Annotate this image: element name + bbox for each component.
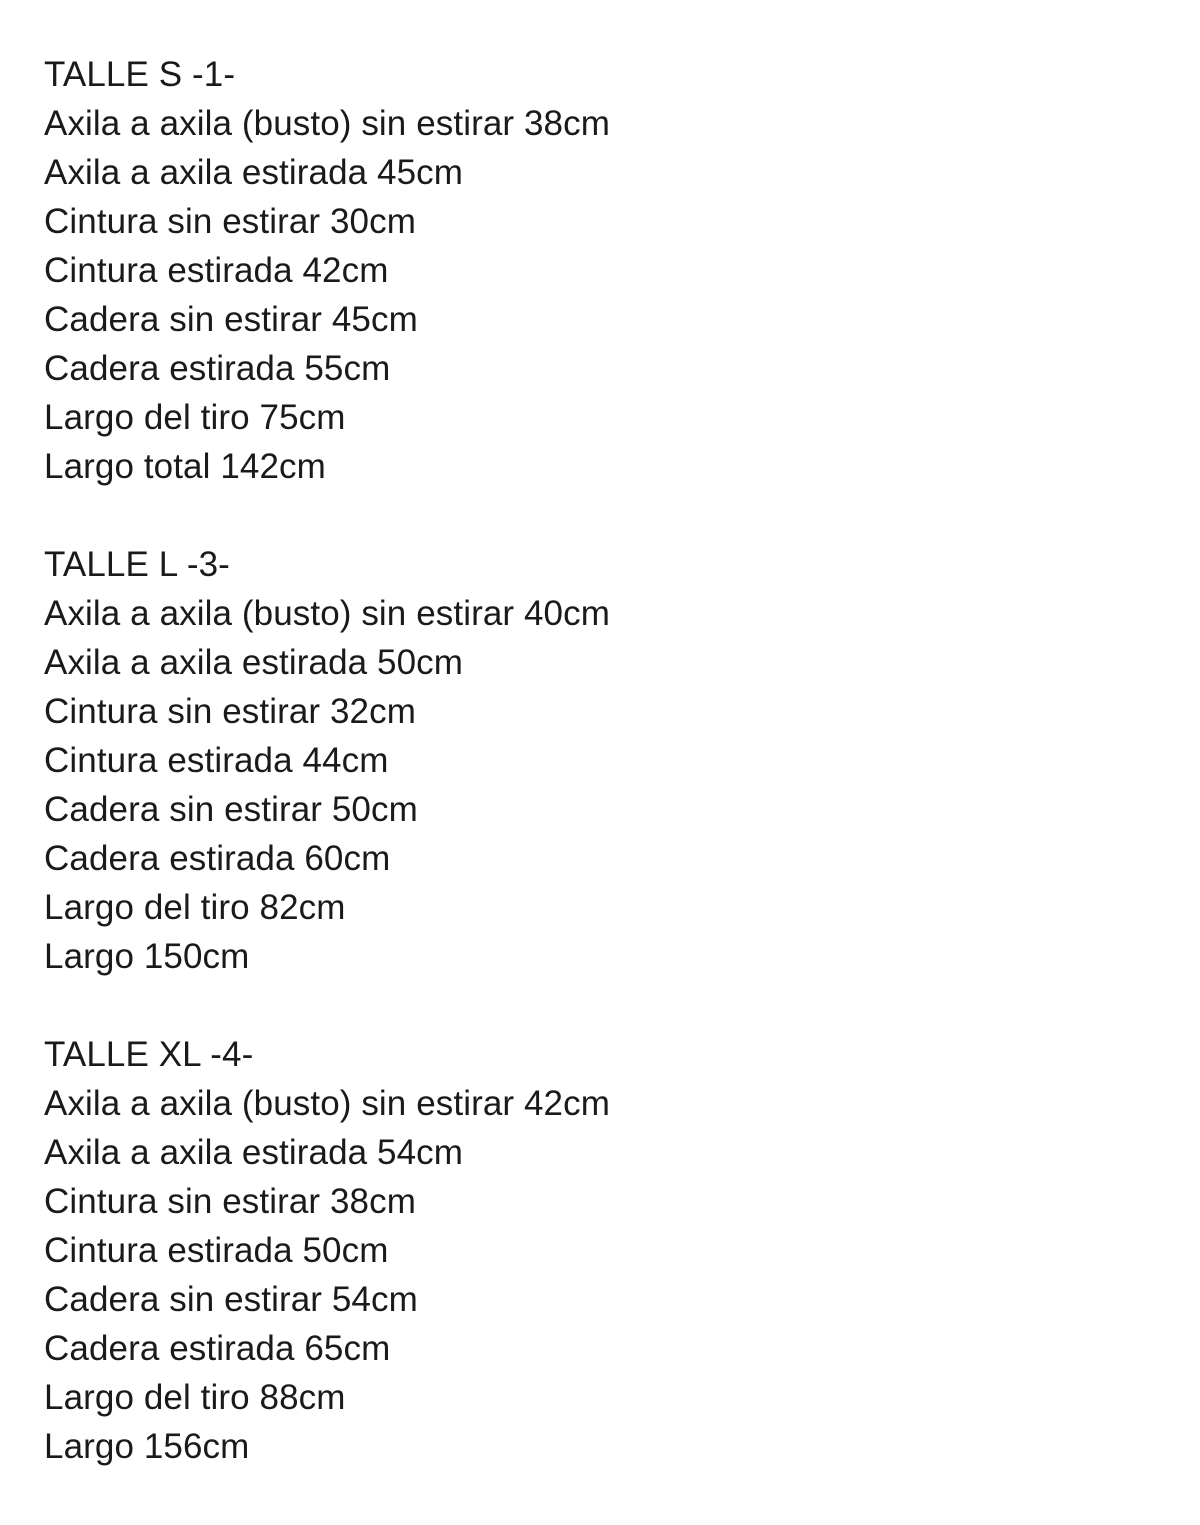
size-section-s — [44, 50, 1144, 491]
measurement-line: Largo del tiro 88cm — [44, 1378, 346, 1417]
measurement-line: Cintura sin estirar 32cm — [44, 692, 416, 731]
measurement-line: Axila a axila estirada 54cm — [44, 1133, 464, 1172]
measurement-line: Largo total 142cm — [44, 447, 326, 486]
size-title: TALLE L -3- — [44, 545, 230, 584]
measurement-line: Cintura estirada 44cm — [44, 741, 389, 780]
size-title: TALLE XL -4- — [44, 1035, 254, 1074]
measurement-line: Cadera estirada 65cm — [44, 1329, 391, 1368]
measurement-line: Largo 150cm — [44, 937, 250, 976]
measurement-line: Cadera estirada 55cm — [44, 349, 391, 388]
measurement-line: Axila a axila (busto) sin estirar 42cm — [44, 1084, 610, 1123]
size-section-l — [44, 540, 1144, 981]
measurement-line: Largo del tiro 75cm — [44, 398, 346, 437]
measurement-line: Largo del tiro 82cm — [44, 888, 346, 927]
measurement-line: Cadera estirada 60cm — [44, 839, 391, 878]
measurement-line: Axila a axila (busto) sin estirar 40cm — [44, 594, 610, 633]
measurement-line: Cintura estirada 42cm — [44, 251, 389, 290]
measurement-line: Cadera sin estirar 50cm — [44, 790, 418, 829]
measurement-line: Cintura sin estirar 38cm — [44, 1182, 416, 1221]
measurement-line: Cintura sin estirar 30cm — [44, 202, 416, 241]
measurement-line: Cadera sin estirar 54cm — [44, 1280, 418, 1319]
measurement-line: Cadera sin estirar 45cm — [44, 300, 418, 339]
size-title: TALLE S -1- — [44, 55, 236, 94]
measurement-line: Largo 156cm — [44, 1427, 250, 1466]
measurement-line: Axila a axila estirada 45cm — [44, 153, 464, 192]
measurement-line: Cintura estirada 50cm — [44, 1231, 389, 1270]
measurement-line: Axila a axila estirada 50cm — [44, 643, 464, 682]
measurement-line: Axila a axila (busto) sin estirar 38cm — [44, 104, 610, 143]
size-chart-document — [44, 50, 1144, 1471]
size-section-xl — [44, 1030, 1144, 1471]
